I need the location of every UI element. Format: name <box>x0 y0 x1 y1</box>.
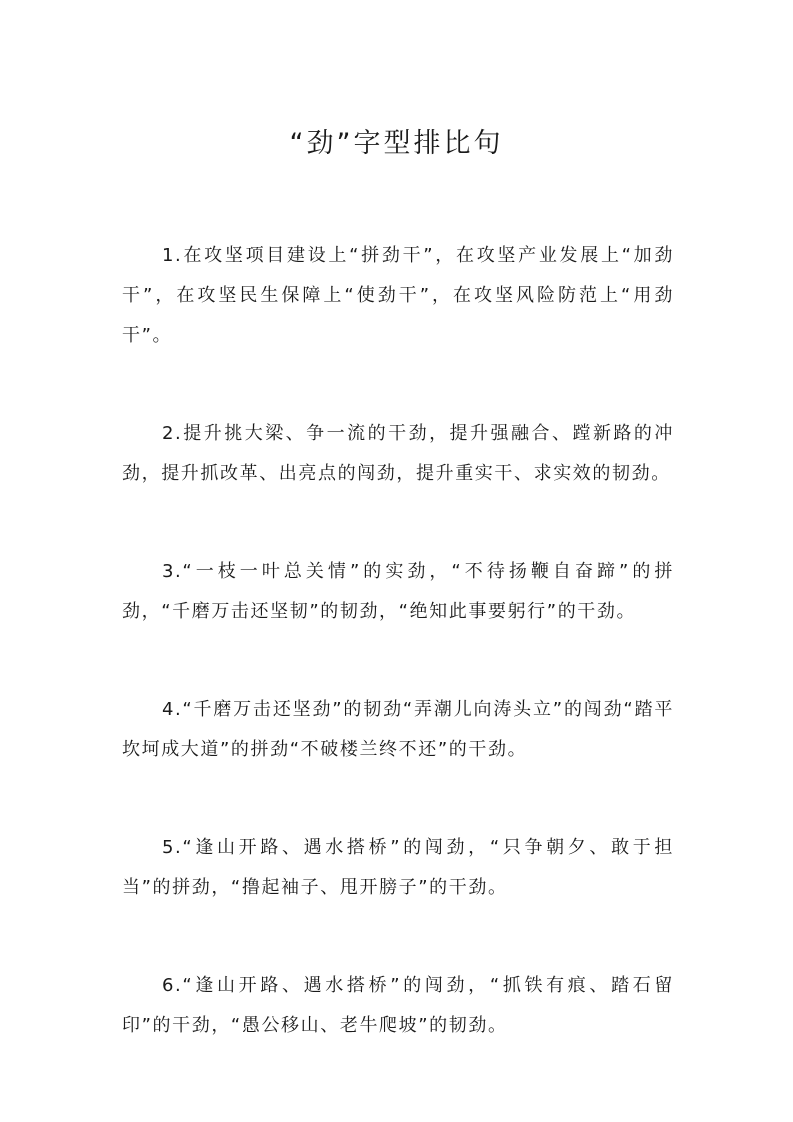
paragraph-3: 3.“一枝一叶总关情”的实劲，“不待扬鞭自奋蹄”的拼劲，“千磨万击还坚韧”的韧劲，“绝知此事要躬行”的干劲。 <box>122 561 674 622</box>
document-title: “劲”字型排比句 <box>289 128 504 159</box>
paragraph-4: 4.“千磨万击还坚劲”的韧劲“弄潮儿向涛头立”的闯劲“踏平坎坷成大道”的拼劲“不破楼兰终不还”的干劲。 <box>122 699 674 760</box>
paragraph-1: 1.在攻坚项目建设上“拼劲干”，在攻坚产业发展上“加劲干”，在攻坚民生保障上“使劲干”，在攻坚风险防范上“用劲干”。 <box>122 245 674 346</box>
paragraph-2: 2.提升挑大梁、争一流的干劲，提升强融合、蹚新路的冲劲，提升抓改革、出亮点的闯劲，提升重实干、求实效的韧劲。 <box>122 423 674 484</box>
paragraph-5: 5.“逢山开路、遇水搭桥”的闯劲，“只争朝夕、敢于担当”的拼劲，“撸起袖子、甩开膀子”的干劲。 <box>122 837 674 898</box>
document-body <box>122 236 674 1046</box>
paragraph-6: 6.“逢山开路、遇水搭桥”的闯劲，“抓铁有痕、踏石留印”的干劲，“愚公移山、老牛爬坡”的韧劲。 <box>122 975 674 1036</box>
